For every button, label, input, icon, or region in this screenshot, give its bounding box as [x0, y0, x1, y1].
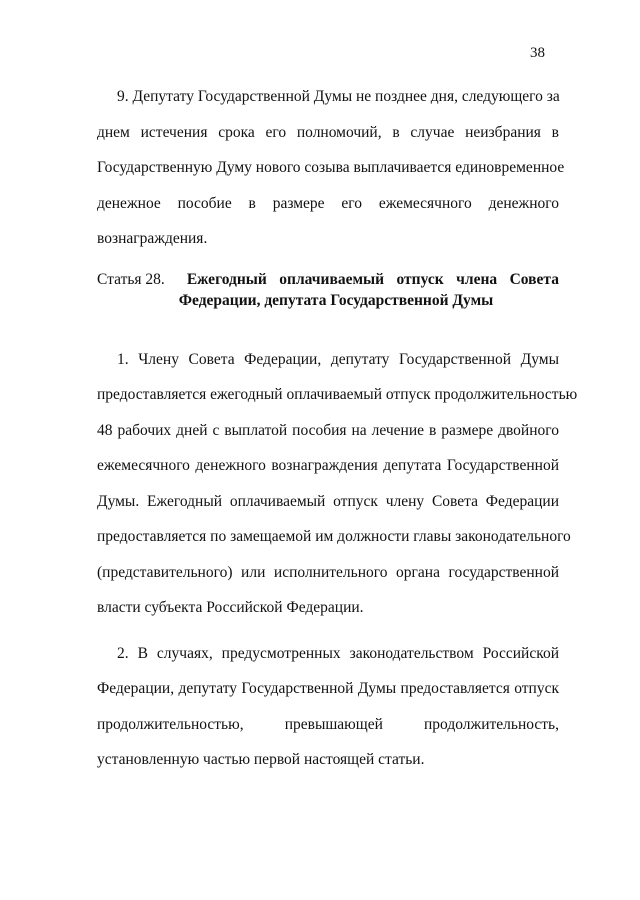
article-title-line-1 [187, 269, 559, 290]
paragraph-1-line-5: Думы. Ежегодный оплачиваемый отпуск члену Совета Федерации [97, 492, 559, 510]
paragraph-1 [97, 342, 578, 626]
paragraph-1-line-3: 48 рабочих дней с выплатой пособия на лечение в размере двойного [97, 421, 559, 439]
article-title-line-2: Федерации, депутата Государственной Думы [178, 291, 494, 309]
paragraph-9-line-5: вознаграждения. [97, 230, 208, 247]
spacer [97, 311, 559, 342]
article-title-word: Совета [509, 270, 559, 288]
article-title-word: отпуск [396, 270, 444, 288]
document-body [97, 79, 578, 778]
paragraph-1-line-2: предоставляется ежегодный оплачиваемый отпуск продолжительностью [97, 386, 578, 403]
paragraph-9-line-2: днем истечения срока его полномочий, в случае неизбрания в [97, 123, 559, 141]
paragraph-9-line-1: 9. Депутату Государственной Думы не позднее дня, следующего за [117, 88, 560, 105]
paragraph-9 [97, 79, 565, 257]
paragraph-2-line-4: установленную частью первой настоящей статьи. [97, 751, 425, 768]
paragraph-2-line-1: 2. В случаях, предусмотренных законодательством Российской [117, 644, 559, 662]
article-heading [97, 269, 559, 311]
paragraph-2-line-3: продолжительностью, превышающей продолжительность, [97, 715, 559, 733]
paragraph-1-line-6: предоставляется по замещаемой им должности главы законодательного [97, 528, 571, 545]
article-title-word: оплачиваемый [279, 270, 385, 288]
article-title-word: Ежегодный [186, 270, 267, 288]
paragraph-2 [97, 636, 559, 778]
paragraph-1-line-1: 1. Члену Совета Федерации, депутату Государственной Думы [117, 350, 559, 368]
paragraph-2-line-2: Федерации, депутату Государственной Думы предоставляется отпуск [97, 680, 559, 697]
paragraph-1-line-8: власти субъекта Российской Федерации. [97, 599, 364, 616]
paragraph-1-line-7: (представительного) или исполнительного органа государственной [97, 563, 559, 581]
spacer [97, 626, 559, 636]
paragraph-1-line-4: ежемесячного денежного вознаграждения депутата Государственной [97, 457, 559, 474]
page-number: 38 [530, 45, 545, 61]
article-number: Статья 28. [97, 270, 165, 288]
article-heading-line-1 [97, 269, 559, 290]
paragraph-9-line-4: денежное пособие в размере его ежемесячного денежного [97, 194, 559, 212]
paragraph-9-line-3: Государственную Думу нового созыва выплачивается единовременное [97, 159, 565, 176]
article-title-word: члена [456, 270, 498, 288]
